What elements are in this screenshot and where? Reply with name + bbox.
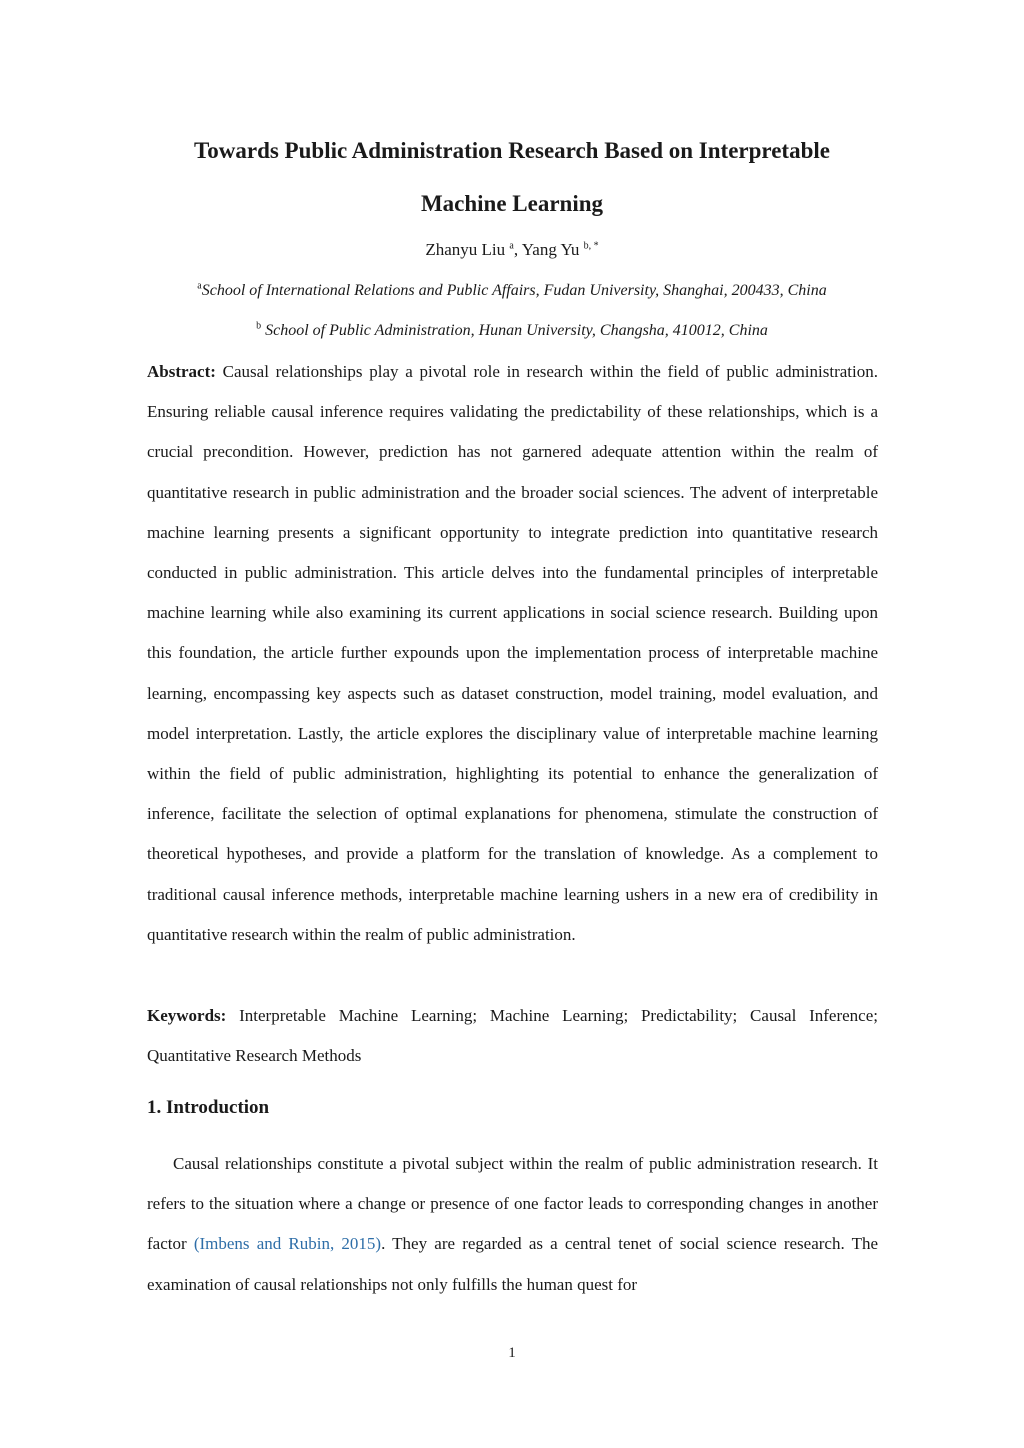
author-separator: , (513, 240, 522, 259)
author-affiliation-mark: b, * (583, 240, 599, 252)
abstract-label: Abstract: (147, 362, 216, 381)
abstract-text: Causal relationships play a pivotal role in research within the field of public administration. Ensuring reliable causal inference requires validating the predictability of these relationships, which is a crucial precondition. However, prediction has not garnered adequate attention within the realm of quantitative research in public administration and the broader social sciences. The advent of interpretable machine learning presents a significant opportunity to integrate prediction into quantitative research conducted in public administration. This article delves into the fundamental principles of interpretable machine learning while also examining its current applications in social science research. Building upon this foundation, the article further expounds upon the implementation process of interpretable machine learning, encompassing key aspects such as dataset construction, model training, model evaluation, and model interpretation. Lastly, the article explores the disciplinary value of interpretable machine learning within the field of public administration, highlighting its potential to enhance the generalization of inference, facilitate the selection of optimal explanations for phenomena, stimulate the construction of theoretical hypotheses, and provide a platform for the translation of knowledge. As a complement to traditional causal inference methods, interpretable machine learning ushers in a new era of credibility in quantitative research within the realm of public administration. (147, 362, 878, 944)
keywords-text: Interpretable Machine Learning; Machine Learning; Predictability; Causal Inference; Quantitative Research Methods (147, 1006, 878, 1066)
affiliation-text: School of Public Administration, Hunan University, Changsha, 410012, China (265, 322, 768, 339)
affiliation-b (0, 322, 1024, 340)
keywords (147, 996, 878, 1076)
author-name: Zhanyu Liu (425, 240, 506, 259)
citation-link[interactable]: (Imbens and Rubin, 2015) (193, 1234, 382, 1254)
author-affiliation-mark: a (509, 240, 514, 252)
introduction-text: Causal relationships constitute a pivotal subject within the realm of public administration research. It refers to the situation where a change or presence of one factor leads to corresponding changes in another factor (147, 1154, 878, 1254)
keywords-label: Keywords: (147, 1006, 227, 1025)
page-number: 1 (508, 1345, 516, 1361)
section-heading-introduction: 1. Introduction (147, 1097, 270, 1118)
paper-title-line-1: Towards Public Administration Research Based on Interpretable (194, 138, 830, 163)
introduction-text-continued: . They are regarded as a central tenet of social science research. The examination of causal relationships not only fulfills the human quest for (147, 1234, 878, 1294)
author-name: Yang Yu (521, 240, 580, 259)
affiliation-text: School of International Relations and Public Affairs, Fudan University, Shanghai, 200433, China (201, 282, 827, 299)
affiliation-a (0, 282, 1024, 300)
paper-title-line-2: Machine Learning (420, 191, 604, 216)
introduction-paragraph (147, 1144, 878, 1305)
author-list (0, 240, 1024, 260)
affiliation-mark: a (197, 280, 202, 292)
affiliation-mark: b (256, 320, 262, 332)
abstract (147, 352, 878, 955)
